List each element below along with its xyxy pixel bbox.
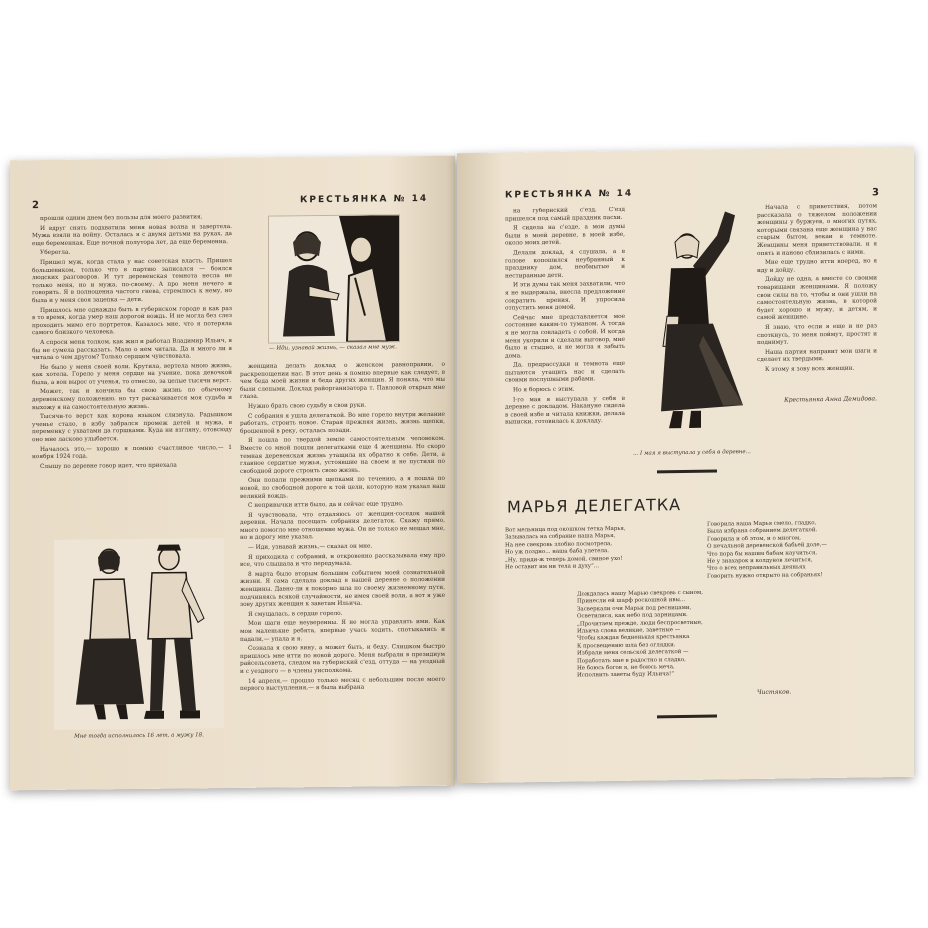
poem-stanza-1: Вот мельница под окошком тетка Марья, Зазывалась на собрание наша Марья, На нее свекровь злобно посмотрела, Но уж поздно... наша баба улетела. „Ну, приди-ж теперь домой, свиное ухо! Не оставит им ни тела и духу“... (505, 525, 626, 571)
illustration-walking-couple (54, 538, 224, 730)
paragraph: Может, так и кончила бы свою жизнь по обычному деревенскому положению. но тут раскачивается моя судьба и выхожу я на самостоятельную жизнь. (32, 387, 232, 411)
paragraph: Пришел муж, когда стала у нас советская власть. Пришел большевиком, только что в партию записался — боялся людских разговоров. И тут деревенская темнота несла не только меня, но и мужа, по-своему. А про меня нечего и говорить. Я в полноценна частого гнева, стремлюсь к нему, но была и у меня своя зацепка — дети. (32, 257, 232, 305)
paragraph: Дойду не одна, а вместе со своими товарищами женщинами. Я положу свои силы на то, чтобы и они ушли на самостоятельную жизнь, в которой будет хорошо и мужу, и детям, и самой женщине. (757, 275, 877, 322)
paragraph: женщина делать доклад о женском равноправии, о раскрепощении нас. В этот день я помню впервые как следует, в чем беда моей жизни и беда других женщин. Я поняла, что мы были слепыми. Доклад райорганизатора т. Павловой открыл мне глаза. (240, 361, 445, 401)
paragraph: К этому я зову всех женщин. (765, 365, 855, 373)
paragraph: 14 апреля,— прошло только месяц с небольшим после моего первого выступления,— я была выбрана (240, 676, 445, 693)
left-page (10, 156, 455, 791)
paragraph: Тысячи-то верст как корова языком слизнула. Радышком ученье стало, в избу забрался промеж детей и мужа, в переменку с ухватами да горшками. Куда ни взгляну, отовсюду оно мне ласково улыбается. (32, 412, 232, 444)
woodcut-walking-figures-icon (54, 538, 224, 730)
paragraph: Я знаю, что если я еще и не раз споткнусь, то меня поймут, простят и поднимут. (757, 323, 877, 347)
paragraph: Я чувствовала, что отдаляюсь от женщин-соседок нашей деревни. Начала посещать собрания делегаток. Скажу прямо, много помогло мне отношение мужа. Он не только не мешал мне, но и дорогу мне указал. (240, 510, 445, 542)
paragraph: С собрания я ушла делегаткой. Во мне горело внутри желание работать, строить новое. Старая прежняя жизнь, жизнь щепки, брошенной в реку, осталась позади. (240, 411, 445, 435)
running-head: КРЕСТЬЯНКА № 14 (300, 193, 429, 206)
poem-stanza-3: Дождалась нашу Марью свекровь с сыном, Принесли ей шарф роскошной ивы... Засверкали очи Марьи под ресницами, Осветилися, как небо под зарницами. „Прочитаем прежде, люди беспросветные, Ильича слова великие, заветные — Чтобы каждая бедненькая крестьянка К просвещению шла без оглядки. Избрали меня сельской делегаткой — Поработать мне в радостно и сладко, Не боюсь богов я, не боюсь меча, Исполнить заветы буду Ильича!“ (577, 589, 703, 679)
paragraph: А спроси меня толком, как жил и работал Владимир Ильич, я бы не сумела рассказать. Мало о нем читала. Да и много ли я читала о чем другом? Только сердцем чувствовала. (32, 337, 232, 362)
paragraph: Я пошла по твердой земле самостоятельным человеком. Вместе со мной пошли делегатками еще 4 женщины. Но скоро темная деревенская жизнь утащила их обратно к себе. Дети, а главное сердитые мужья, устоявшие на своем и не пустили по свободной дороге строить свою жизнь. (240, 436, 445, 475)
paragraph: Сейчас мне представляется мое состояние каким-то туманом. А тогда я не могла совладеть с собой. И когда меня укорили и сделали выговор, мне было и стыдно, и не могла я забыть дома. (505, 313, 625, 360)
paragraph: Мои шаги еще неуверенны. Я не могла управлять ими. Как мои маленькие ребята, впервые учась ходить, спотыкались и падали,— упала и я. (240, 619, 445, 643)
illustration-woman-speaking (633, 205, 751, 447)
paragraph: Не было у меня своей воли. Крутила, вертела мною жизнь, как хотела. Горело у меня сердце на учение, пока девочкой была, а вон вырос от ученья, то отнесло, за целые тысячи верст. (32, 362, 232, 386)
paragraph: Пришлось мне однажды быть в губернском городе и как раз в то время, когда умер наш дорогой вождь. И не могла без слез проходить мимо его портретов. Казалось мне, что я потеряла самого близкого человека. (32, 305, 232, 337)
right-page (457, 147, 914, 783)
paragraph: Наша партия направит мои шаги и сделает их твердыми. (757, 348, 877, 364)
paragraph: 8 марта было вторым большим событием моей сознательной жизни. Я сама сделала доклад в нашей деревне о положении женщины. Давно-ли я покорно шла по своему жизненному пути, подчиняясь всякой случайности, не имея своей воли, а вот я уже зову других женщин к заветам Ильича. (240, 569, 445, 609)
paragraph: Уберегла. (40, 250, 71, 257)
divider (657, 715, 717, 719)
paragraph: Но я борюсь с этим. (513, 386, 575, 394)
running-head: КРЕСТЬЯНКА № 14 (505, 188, 634, 201)
paragraph: Сознала я свою вину, а может быть, и беду. Слишком быстро пришлось мне итти по новой дороге. Меня выбрали в президиум райсельсовета, следом на губернский с'езд, оттуда — на уездный и с уездного — в члены уисполкома. (240, 643, 445, 675)
text-column-1 (32, 214, 232, 536)
paragraph: И вдруг снять подхватила меня новая волна и завертела. Мужа взяли на войну. Осталась я с двумя детьми на руках, да еще беременная. Еще ночной полутора лет, да еще беременна. (32, 223, 232, 247)
paragraph: Слышу по деревне говор идет, что приехала (40, 462, 177, 470)
signature: Крестьянка Анна Демидова. (784, 395, 877, 404)
paragraph: Начала с приветствия, потом рассказала о тяжелом положении женщины у буржуев, о многих путях, которыми связана еще женщина у нас старым бытом, векаи в темноте. Женщины меня приветствовали, и я опять и наново сблизилась с ними. (757, 203, 877, 257)
paragraph: — Иди, узнавай жизнь,— сказал он мне. (248, 543, 373, 551)
paragraph: Мне еще трудно итти вперед, но я иду и дойду. (757, 258, 877, 274)
woodcut-figures-icon (269, 215, 399, 342)
text-column-2 (240, 362, 445, 764)
paragraph: Да, предрассудки и темнота еще пытаются утащить нас и сделать своими послушными рабами. (505, 361, 625, 384)
illustration-caption: — Иди, узнавай жизнь, — сказал мне муж. (269, 344, 397, 352)
illustration-caption: Мне тогда исполнилось 16 лет, а мужу 18. (74, 732, 204, 740)
paragraph: Я приходила с собраний, и откровенно рассказывала ему про все, что слышала и что передумала. (240, 552, 445, 569)
poem-title: МАРЬЯ ДЕЛЕГАТКА (507, 495, 682, 517)
woodcut-speaker-icon (633, 205, 751, 447)
paragraph: Нужно брать свою судьбу в свои руки. (248, 402, 367, 410)
page-number: 2 (32, 200, 39, 212)
text-column-1 (505, 207, 625, 459)
illustration-couple-talking (268, 214, 400, 343)
paragraph: Делали доклад, я слушала, а в голове копошился неубранный к празднику дом, необмытые и нестиранные дети. (505, 248, 625, 280)
paragraph: Они попали прежними щепками по течению, а я пошла по новой, по свободной дороге к той цели, которую нам указал наш великий вождь. (240, 476, 445, 500)
paragraph: прошли одним днем без пользы для моего развития. (40, 214, 203, 223)
illustration-caption: ... І мая я выступала у себя в деревне... (633, 449, 751, 457)
paragraph: І-го мая я выступала у себя в деревне с докладом. Накануне сидела в своей избе и читала книжки, делала выписки, готовилась к докладу. (505, 395, 625, 426)
paragraph: С непривычки итти было, да и сейчас еще трудно. (248, 501, 404, 509)
divider (657, 470, 717, 474)
paragraph: Началось это,— хорошо я помню счастливое число,— 1 ноября 1924 года. (32, 444, 232, 461)
poem-stanza-2: Говорила наша Марья смело, гладко, Была избрана собранием делегаткой. Говорила и об этом, и о многом, О печальной деревенской бабьей доле,— Что пора бы нашим бабам научиться, Не у знахарок и колдунов лечиться, Что о всех неправильных деяньях Говорить нужно открыто на собраньях! (707, 520, 827, 580)
paragraph: И эти думы так меня захватили, что я не выдержала, внесла предложение сократить прения. И упросила отпустить меня домой. (505, 281, 625, 312)
magazine-spread (10, 150, 914, 780)
paragraph: на губернский с'езд. С'езд пришелся под самый праздник пасхи. (505, 206, 625, 223)
paragraph: Я сидела на с'езде, а мои думы были в моей деревне, в моей избе, около моих детей. (505, 224, 625, 247)
poem-signature: Чистяков. (757, 688, 792, 697)
paragraph: Я смущалась, в сердце горело. (248, 610, 343, 618)
page-number: 3 (872, 187, 879, 199)
